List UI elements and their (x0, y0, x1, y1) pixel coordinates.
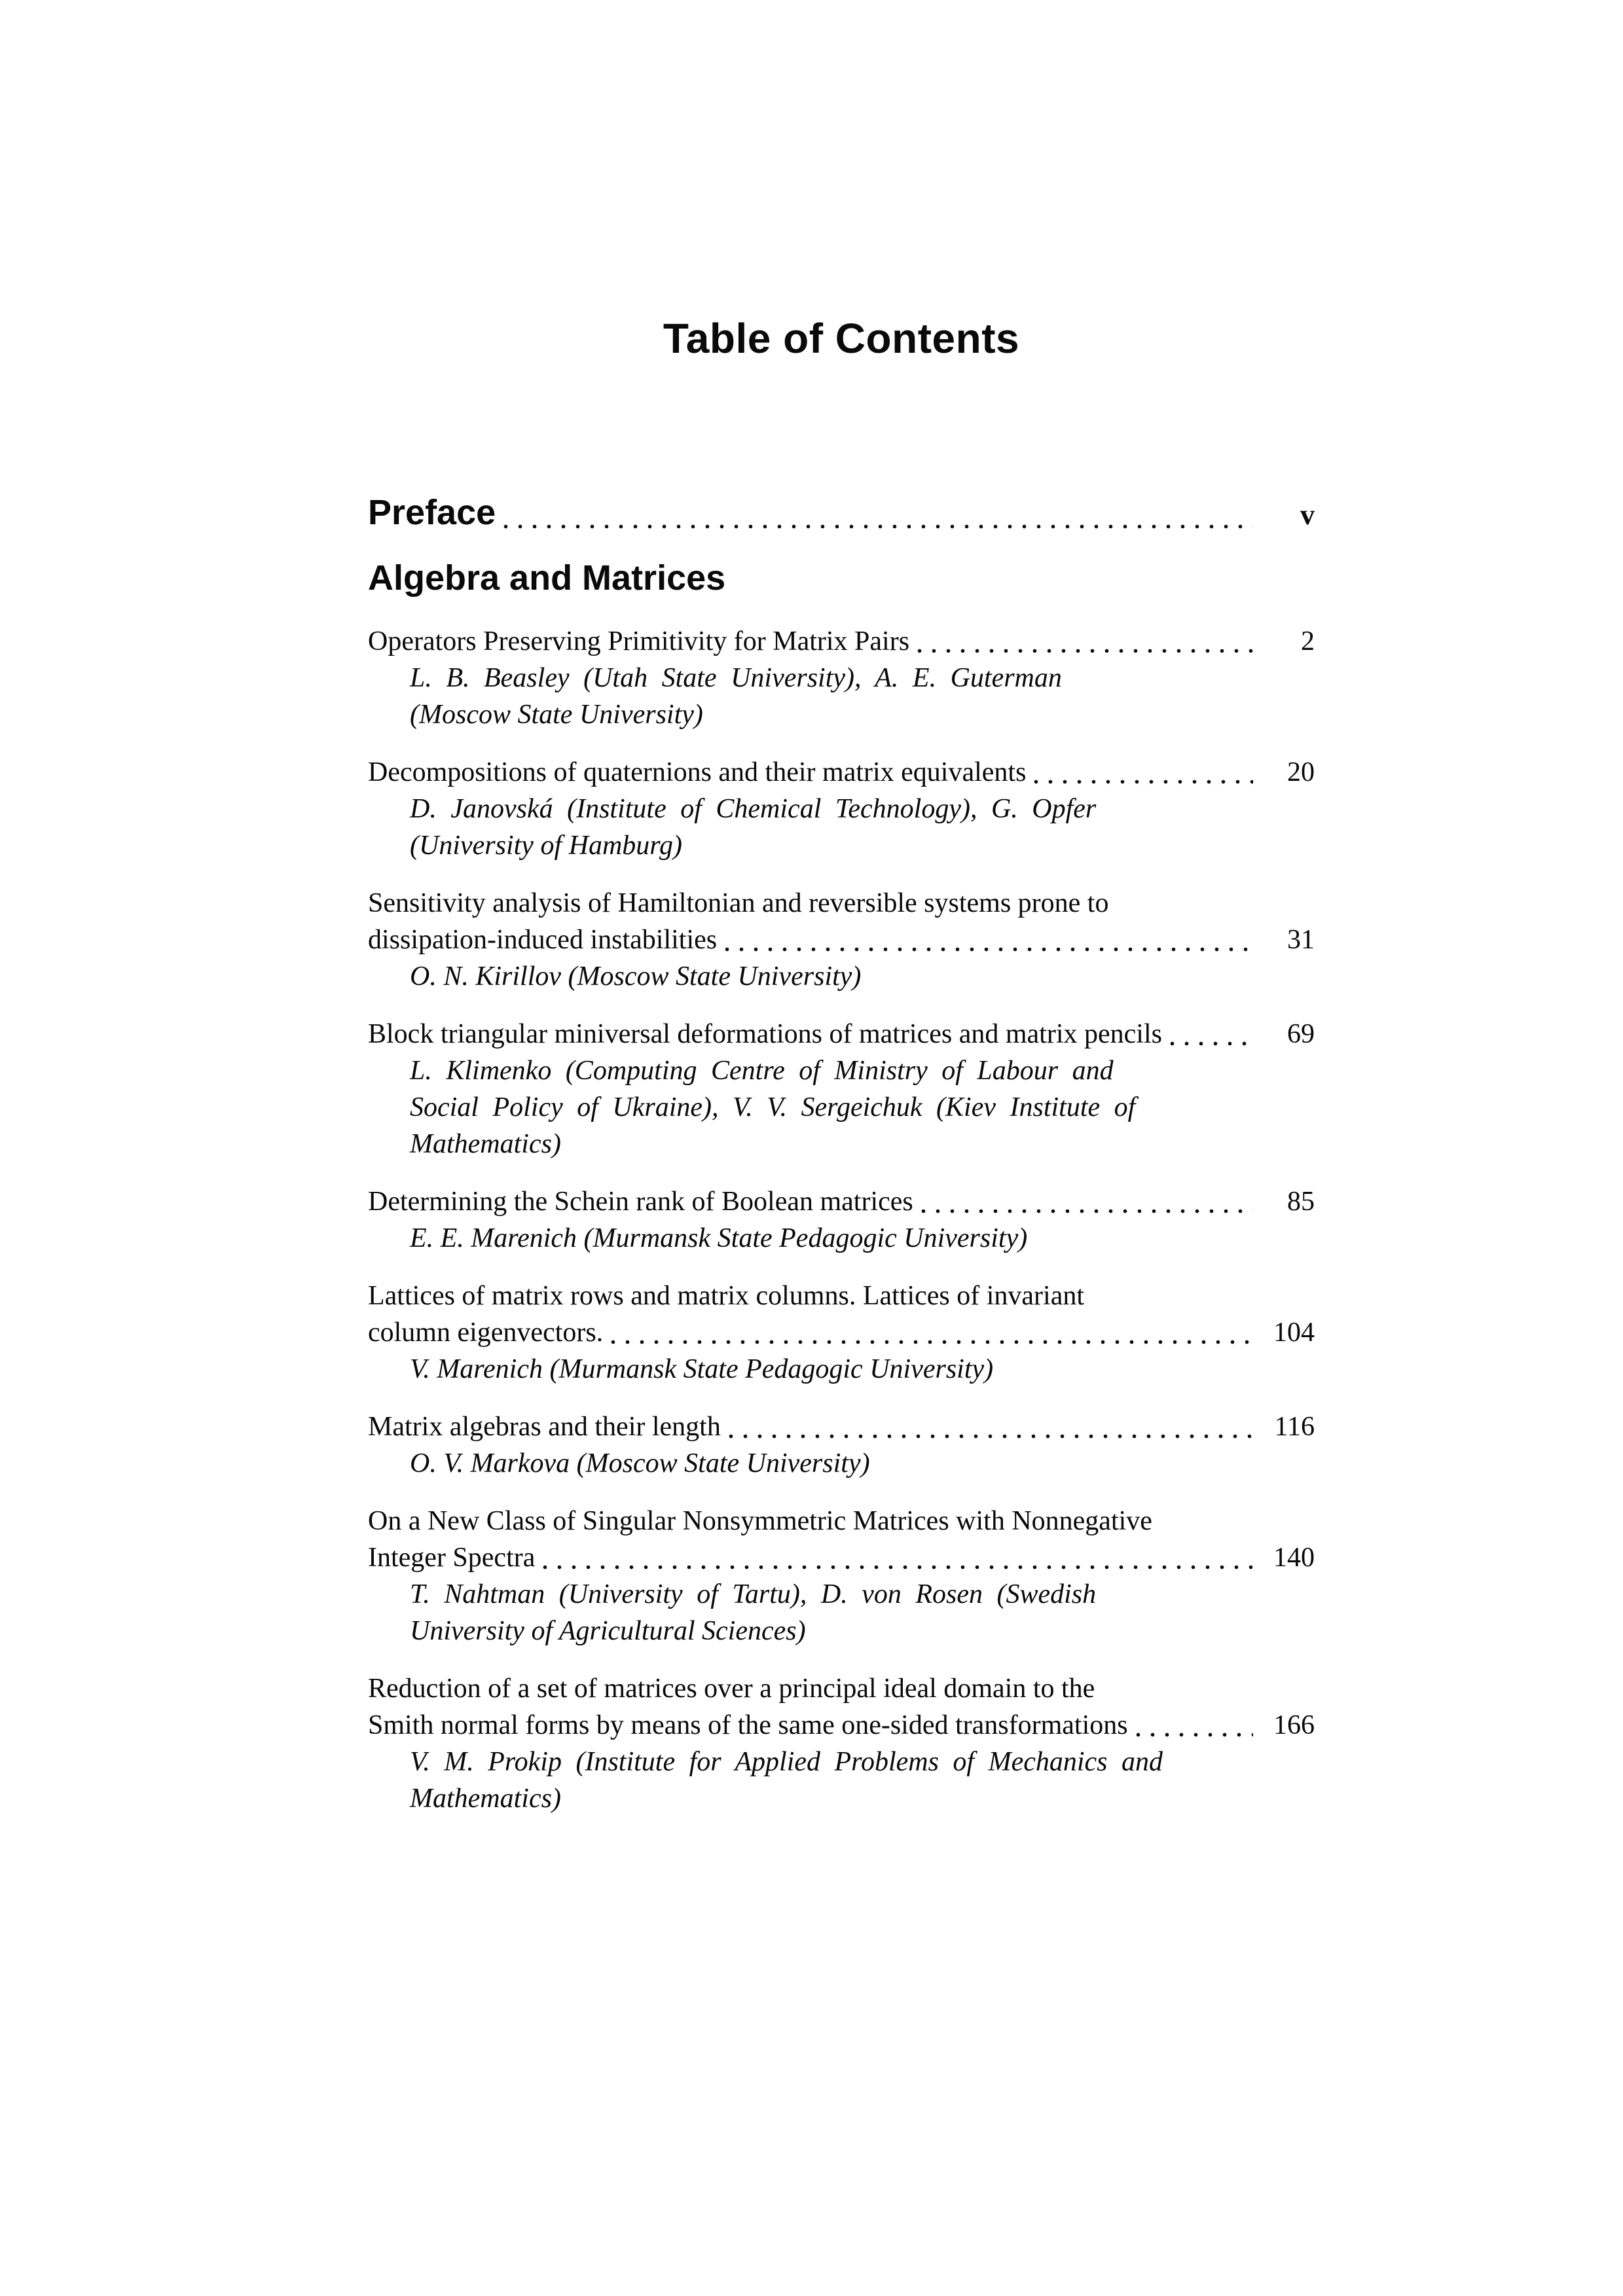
entry-page-number: 31 (1287, 925, 1315, 955)
entry-title-row (368, 1408, 1315, 1445)
entry-authors-line: (Moscow State University) (410, 700, 703, 730)
entry-authors (368, 958, 1315, 995)
entry-title-row (368, 1314, 1315, 1351)
entry-authors-line: L. B. Beasley (Utah State University), A. E. Guterman (410, 663, 1062, 693)
toc-entry (368, 1016, 1315, 1162)
section-heading-algebra-and-matrices: Algebra and Matrices (368, 558, 726, 598)
entry-page-number: 140 (1273, 1543, 1315, 1573)
entry-title: Matrix algebras and their length (368, 1412, 721, 1442)
toc-entry (368, 623, 1315, 733)
dot-leader (543, 1565, 1253, 1570)
entry-title-line: Reduction of a set of matrices over a principal ideal domain to the (368, 1674, 1095, 1704)
dot-leader (1170, 1041, 1253, 1046)
entry-authors-line: University of Agricultural Sciences) (410, 1616, 806, 1646)
entry-title: Operators Preserving Primitivity for Matrix Pairs (368, 626, 910, 656)
toc-entry-preface (368, 492, 1315, 535)
toc-entry (368, 1278, 1315, 1388)
entry-page-number: 20 (1287, 757, 1315, 787)
entry-authors-line: L. Klimenko (Computing Centre of Ministry of Labour and (410, 1056, 1114, 1086)
entry-authors (368, 1744, 1315, 1817)
entry-title: Block triangular miniversal deformations of matrices and matrix pencils (368, 1019, 1162, 1049)
entry-authors (368, 1220, 1315, 1257)
entry-title-row (368, 922, 1315, 958)
entry-title: dissipation-induced instabilities (368, 925, 718, 955)
entry-authors-line: T. Nahtman (University of Tartu), D. von Rosen (Swedish (410, 1579, 1097, 1609)
entry-authors (368, 1445, 1315, 1482)
entry-title: Determining the Schein rank of Boolean matrices (368, 1187, 913, 1217)
entry-title-line: Sensitivity analysis of Hamiltonian and reversible systems prone to (368, 888, 1109, 918)
entry-authors-line: O. N. Kirillov (Moscow State University) (410, 961, 862, 992)
entry-authors-line: D. Janovská (Institute of Chemical Technology), G. Opfer (410, 794, 1097, 824)
dot-leader (729, 1434, 1253, 1439)
entry-title-row (368, 1539, 1315, 1576)
dot-leader (503, 524, 1253, 529)
entry-page-number: 104 (1273, 1318, 1315, 1348)
entry-authors-line: Mathematics) (410, 1784, 561, 1814)
dot-leader (917, 649, 1253, 653)
entry-title: Decompositions of quaternions and their matrix equivalents (368, 757, 1027, 787)
entry-title-row (368, 1183, 1315, 1220)
entry-title-row (368, 754, 1315, 791)
entry-page-number: 85 (1287, 1187, 1315, 1217)
dot-leader (725, 947, 1253, 952)
preface-page-number: v (1300, 499, 1315, 531)
entry-authors-line: (University of Hamburg) (410, 831, 683, 861)
toc-entry (368, 1503, 1315, 1649)
entry-page-number: 116 (1274, 1412, 1315, 1442)
entry-authors (368, 1576, 1315, 1649)
toc-entry (368, 1408, 1315, 1482)
entry-title-row (368, 1707, 1315, 1744)
toc-entry (368, 1183, 1315, 1257)
entry-title-line: On a New Class of Singular Nonsymmetric Matrices with Nonnegative (368, 1506, 1152, 1536)
entry-title-line: Lattices of matrix rows and matrix columns. Lattices of invariant (368, 1281, 1085, 1311)
entry-authors-line: Social Policy of Ukraine), V. V. Sergeichuk (Kiev Institute of (410, 1092, 1136, 1122)
dot-leader (1034, 780, 1253, 784)
preface-label: Preface (368, 493, 496, 532)
entry-authors-line: E. E. Marenich (Murmansk State Pedagogic University) (410, 1223, 1028, 1253)
toc-entry (368, 885, 1315, 995)
entry-title: Smith normal forms by means of the same one-sided transformations (368, 1710, 1128, 1740)
entry-authors-line: V. Marenich (Murmansk State Pedagogic University) (410, 1354, 994, 1384)
entry-authors (368, 791, 1315, 864)
entry-page-number: 166 (1273, 1710, 1315, 1740)
dot-leader (921, 1209, 1253, 1213)
entry-title: column eigenvectors. (368, 1318, 604, 1348)
entry-title: Integer Spectra (368, 1543, 536, 1573)
entry-title-row (368, 623, 1315, 660)
toc-entry (368, 1670, 1315, 1817)
entry-authors-line: Mathematics) (410, 1129, 561, 1159)
entry-authors-line: O. V. Markova (Moscow State University) (410, 1448, 870, 1479)
entry-authors-line: V. M. Prokip (Institute for Applied Problems of Mechanics and (410, 1747, 1163, 1777)
entry-title-row (368, 1016, 1315, 1052)
entry-authors (368, 660, 1315, 733)
page-title: Table of Contents (663, 315, 1020, 362)
toc-entry (368, 754, 1315, 864)
entry-authors (368, 1351, 1315, 1388)
entry-page-number: 69 (1287, 1019, 1315, 1049)
entry-authors (368, 1052, 1315, 1162)
dot-leader (611, 1340, 1253, 1344)
dot-leader (1136, 1732, 1253, 1737)
entry-page-number: 2 (1301, 626, 1315, 656)
